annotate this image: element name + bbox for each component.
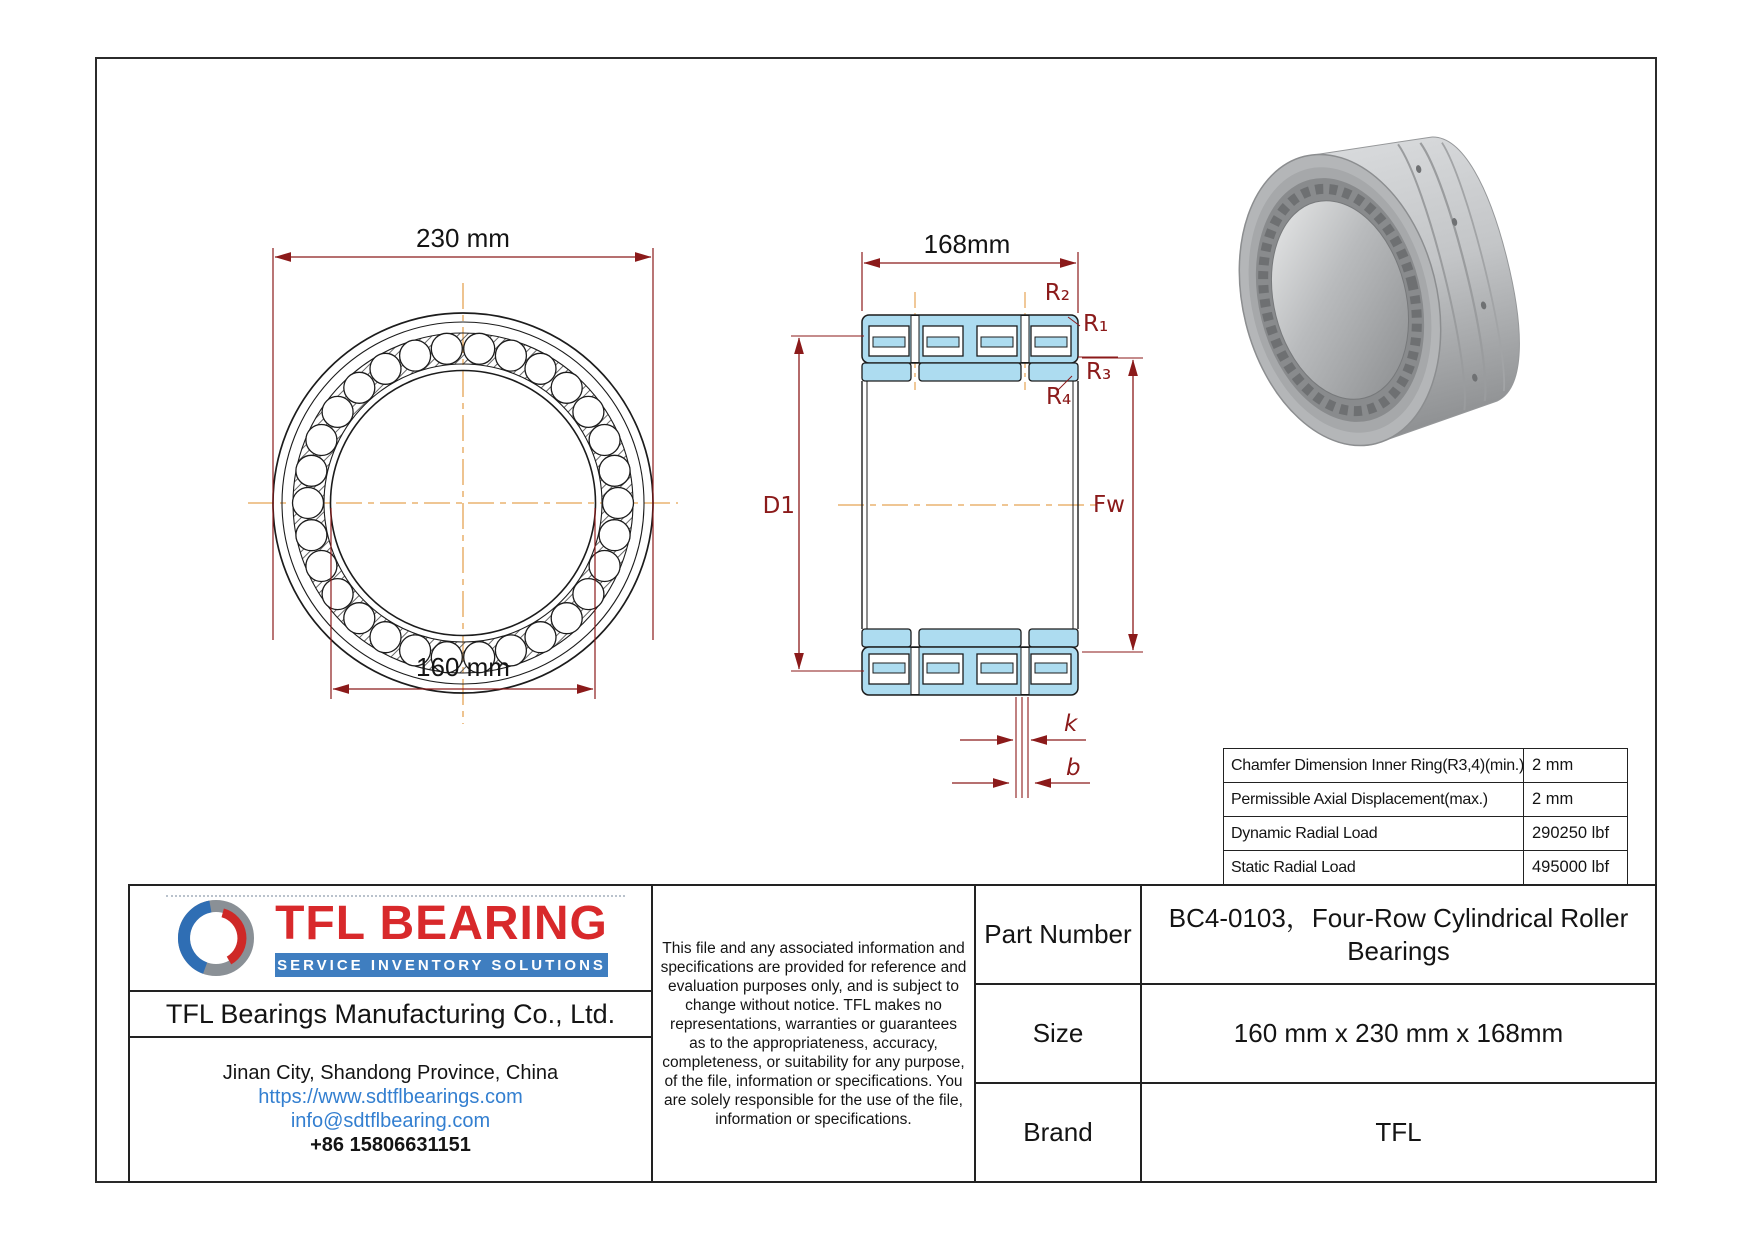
- front-bore-diameter-label: 160 mm: [416, 652, 510, 682]
- radius-r1-label: R₁: [1083, 311, 1109, 337]
- brand-value: TFL: [1375, 1117, 1422, 1148]
- part-number-label: Part Number: [976, 886, 1140, 985]
- k-dimension-label: k: [1064, 711, 1078, 737]
- phone-number: +86 15806631151: [310, 1134, 471, 1156]
- b-dimension-label: b: [1066, 755, 1081, 781]
- bearing-3d-image: [1210, 115, 1543, 467]
- spec-value: 495000 lbf: [1532, 858, 1610, 876]
- table-row: [1224, 783, 1627, 817]
- table-row: [1224, 851, 1627, 885]
- radius-r3-label: R₃: [1086, 359, 1112, 385]
- spec-value: 2 mm: [1532, 790, 1574, 808]
- spec-label: Chamfer Dimension Inner Ring(R3,4)(min.): [1224, 749, 1524, 782]
- spec-table: [1223, 748, 1628, 885]
- company-column: [130, 886, 653, 1181]
- spec-label: Permissible Axial Displacement(max.): [1224, 783, 1524, 816]
- table-row: [1224, 749, 1627, 783]
- front-view-drawing: [248, 223, 678, 724]
- size-label: Size: [976, 985, 1140, 1084]
- part-number-value: BC4-0103，Four-Row Cylindrical Roller Bearings: [1142, 886, 1655, 985]
- spec-label: Dynamic Radial Load: [1224, 817, 1524, 850]
- website-link[interactable]: https://www.sdtflbearings.com: [258, 1086, 523, 1108]
- radius-r2-label: R₂: [1044, 280, 1070, 306]
- tfl-logo-icon: [173, 895, 259, 981]
- logo-tagline: SERVICE INVENTORY SOLUTIONS: [275, 953, 608, 977]
- fw-dimension-label: Fw: [1092, 492, 1125, 518]
- logo-brand-name: TFL BEARING: [275, 896, 608, 950]
- field-label-column: [976, 886, 1142, 1181]
- spec-value: 290250 lbf: [1532, 824, 1610, 842]
- disclaimer-text: This file and any associated information and specifications are provided for reference and evaluation purposes only, and is subject to change without notice. TFL makes no representations, warranties or guarantees as to the appropriateness, accuracy, completeness, or suitability for any purpose, of the file, information or specifications. You are solely responsible for the use of the file, information or specifications.: [653, 886, 976, 1181]
- logo-text: [275, 896, 608, 977]
- d1-dimension-label: D1: [762, 493, 795, 519]
- section-width-label: 168mm: [923, 229, 1011, 259]
- scan-artifact-dots: [166, 895, 625, 897]
- size-value: 160 mm x 230 mm x 168mm: [1142, 985, 1655, 1084]
- company-address: Jinan City, Shandong Province, China: [222, 1062, 559, 1084]
- field-value-column: [1142, 886, 1655, 1181]
- radius-r4-label: R₄: [1046, 384, 1072, 410]
- company-contact: [130, 1038, 651, 1181]
- email-link[interactable]: info@sdtflbearing.com: [290, 1110, 491, 1132]
- front-outer-diameter-label: 230 mm: [416, 223, 510, 253]
- table-row: [1224, 817, 1627, 851]
- company-name: TFL Bearings Manufacturing Co., Ltd.: [130, 992, 651, 1038]
- cross-section-drawing: [763, 229, 1143, 798]
- company-logo: [130, 886, 651, 992]
- spec-label: Static Radial Load: [1224, 851, 1524, 884]
- brand-label: Brand: [1023, 1117, 1093, 1147]
- title-block: [128, 884, 1657, 1183]
- spec-value: 2 mm: [1532, 756, 1574, 774]
